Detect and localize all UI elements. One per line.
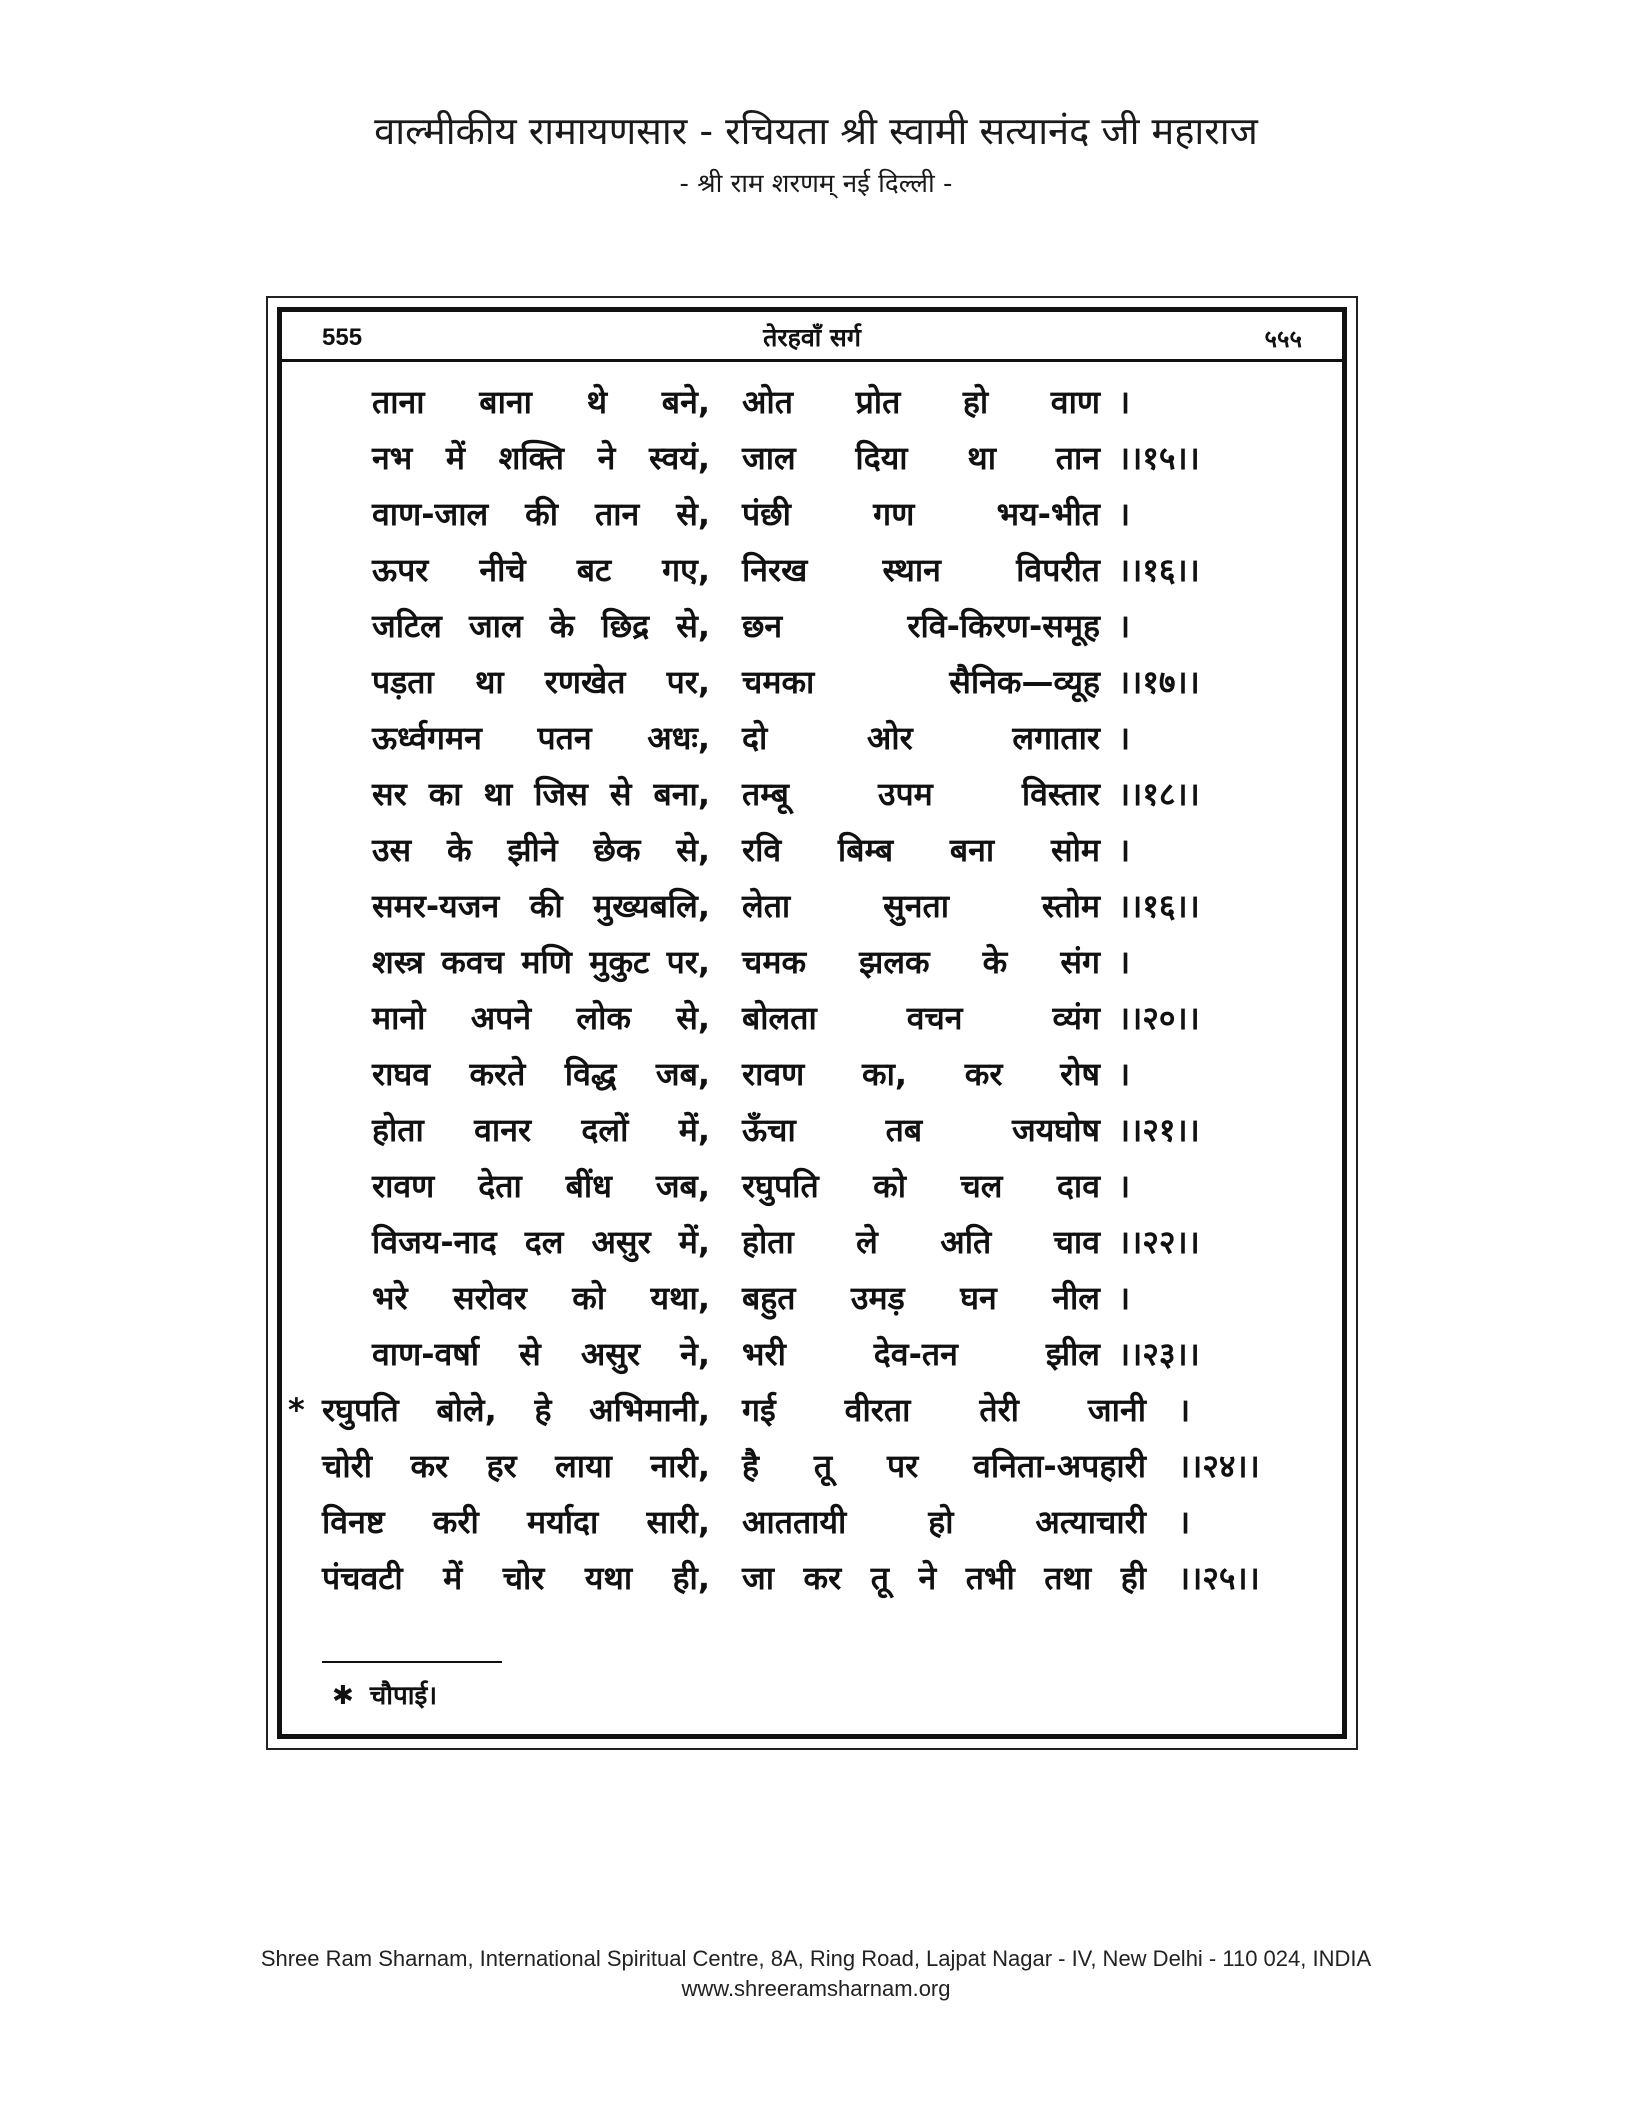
verse-second-half: बोलता वचन व्यंग (742, 999, 1100, 1037)
chaupai-first-half: चोरी कर हर लाया नारी, (322, 1447, 710, 1485)
chaupai-second-half: आततायी हो अत्याचारी (742, 1503, 1146, 1541)
chaupai-first-half: विनष्ट करी मर्यादा सारी, (322, 1503, 710, 1541)
verse-first-half: मानो अपने लोक से, (372, 999, 710, 1037)
chaupai-second-half: जा कर तू ने तभी तथा ही (742, 1559, 1146, 1597)
verse-marker: ।।२३।। (1118, 1335, 1200, 1373)
verse-second-half: चमका सैनिक—व्यूह (742, 663, 1100, 701)
verse-second-half: चमक झलक के संग (742, 943, 1100, 981)
verse-first-half: भरे सरोवर को यथा, (372, 1279, 710, 1317)
verse-marker: । (1118, 719, 1131, 757)
chaupai-marker: ।।२४।। (1178, 1447, 1260, 1485)
verse-second-half: बहुत उमड़ घन नील (742, 1279, 1100, 1317)
chaupai-first-half: रघुपति बोले, हे अभिमानी, (322, 1391, 710, 1429)
chaupai-marker: । (1178, 1503, 1191, 1541)
verse-marker: । (1118, 943, 1131, 981)
verse-first-half: ताना बाना थे बने, (372, 383, 710, 421)
footnote-divider (322, 1661, 502, 1663)
chaupai-second-half: है तू पर वनिता-अपहारी (742, 1447, 1146, 1485)
verse-first-half: होता वानर दलों में, (372, 1111, 710, 1149)
footnote-star-icon: ✱ (332, 1681, 354, 1711)
verse-second-half: भरी देव-तन झील (742, 1335, 1100, 1373)
verse-first-half: वाण-वर्षा से असुर ने, (372, 1335, 710, 1373)
verse-marker: ।।१७।। (1118, 663, 1200, 701)
verse-second-half: निरख स्थान विपरीत (742, 551, 1100, 589)
verse-second-half: रावण का, कर रोष (742, 1055, 1100, 1093)
verse-first-half: रावण देता बींध जब, (372, 1167, 710, 1205)
footer-address: Shree Ram Sharnam, International Spiritual Centre, 8A, Ring Road, Lajpat Nagar - IV, New Delhi - 110 024, INDIA (260, 1946, 1372, 1971)
verse-first-half: उस के झीने छेक से, (372, 831, 710, 869)
document-header-subtitle: - श्री राम शरणम् नई दिल्ली - (679, 169, 953, 199)
verse-second-half: लेता सुनता स्तोम (742, 887, 1100, 925)
verse-marker: ।।१६।। (1118, 551, 1200, 589)
verse-first-half: जटिल जाल के छिद्र से, (372, 607, 710, 645)
verse-second-half: ओत प्रोत हो वाण (742, 383, 1100, 421)
verse-marker: ।।२१।। (1118, 1111, 1200, 1149)
verse-marker: । (1118, 495, 1131, 533)
verse-marker: ।।२२।। (1118, 1223, 1200, 1261)
chapter-title: तेरहवाँ सर्ग (763, 323, 861, 352)
verse-marker: । (1118, 607, 1131, 645)
verse-second-half: जाल दिया था तान (742, 439, 1100, 477)
verse-first-half: राघव करते विद्ध जब, (372, 1055, 710, 1093)
verse-second-half: रवि बिम्ब बना सोम (742, 831, 1100, 869)
chaupai-first-half: पंचवटी में चोर यथा ही, (322, 1559, 710, 1597)
verse-marker: । (1118, 1055, 1131, 1093)
verse-first-half: शस्त्र कवच मणि मुकुट पर, (372, 943, 710, 981)
verse-second-half: रघुपति को चल दाव (742, 1167, 1100, 1205)
verse-first-half: पड़ता था रणखेत पर, (372, 663, 710, 701)
chaupai-marker: । (1178, 1391, 1191, 1429)
verse-marker: । (1118, 1279, 1131, 1317)
verse-marker: ।।१६।। (1118, 887, 1200, 925)
verse-second-half: तम्बू उपम विस्तार (742, 775, 1100, 813)
verse-second-half: ऊँचा तब जयघोष (742, 1111, 1100, 1149)
document-header-title: वाल्मीकीय रामायणसार - रचियता श्री स्वामी सत्यानंद जी महाराज (374, 109, 1258, 153)
verse-second-half: छन रवि-किरण-समूह (742, 607, 1100, 645)
verse-second-half: होता ले अति चाव (742, 1223, 1100, 1261)
verse-second-half: पंछी गण भय-भीत (742, 495, 1100, 533)
verse-first-half: नभ में शक्ति ने स्वयं, (372, 439, 710, 477)
chaupai-marker: ।।२५।। (1178, 1559, 1260, 1597)
verse-first-half: ऊपर नीचे बट गए, (372, 551, 710, 589)
chaupai-second-half: गई वीरता तेरी जानी (742, 1391, 1146, 1429)
verse-second-half: दो ओर लगातार (742, 719, 1100, 757)
footnote-text: चौपाई। (369, 1681, 438, 1711)
verse-marker: । (1118, 831, 1131, 869)
verse-first-half: समर-यजन की मुख्यबलि, (372, 887, 710, 925)
page-number-devanagari: ५५५ (1264, 325, 1302, 353)
verse-first-half: सर का था जिस से बना, (372, 775, 710, 813)
verse-first-half: ऊर्ध्वगमन पतन अधः, (372, 719, 710, 757)
verse-marker: ।।२०।। (1118, 999, 1200, 1037)
footnote (332, 1676, 437, 1712)
page-header-bar (282, 312, 1342, 362)
footer-website-link[interactable]: www.shreeramsharnam.org (681, 1976, 951, 2001)
verse-first-half: विजय-नाद दल असुर में, (372, 1223, 710, 1261)
verse-marker: । (1118, 1167, 1131, 1205)
verse-marker: ।।१८।। (1118, 775, 1200, 813)
verse-first-half: वाण-जाल की तान से, (372, 495, 710, 533)
verse-marker: ।।१५।। (1118, 439, 1200, 477)
chaupai-star-icon: * (288, 1391, 305, 1429)
verse-marker: । (1118, 383, 1131, 421)
page-number-latin: 555 (322, 324, 363, 351)
